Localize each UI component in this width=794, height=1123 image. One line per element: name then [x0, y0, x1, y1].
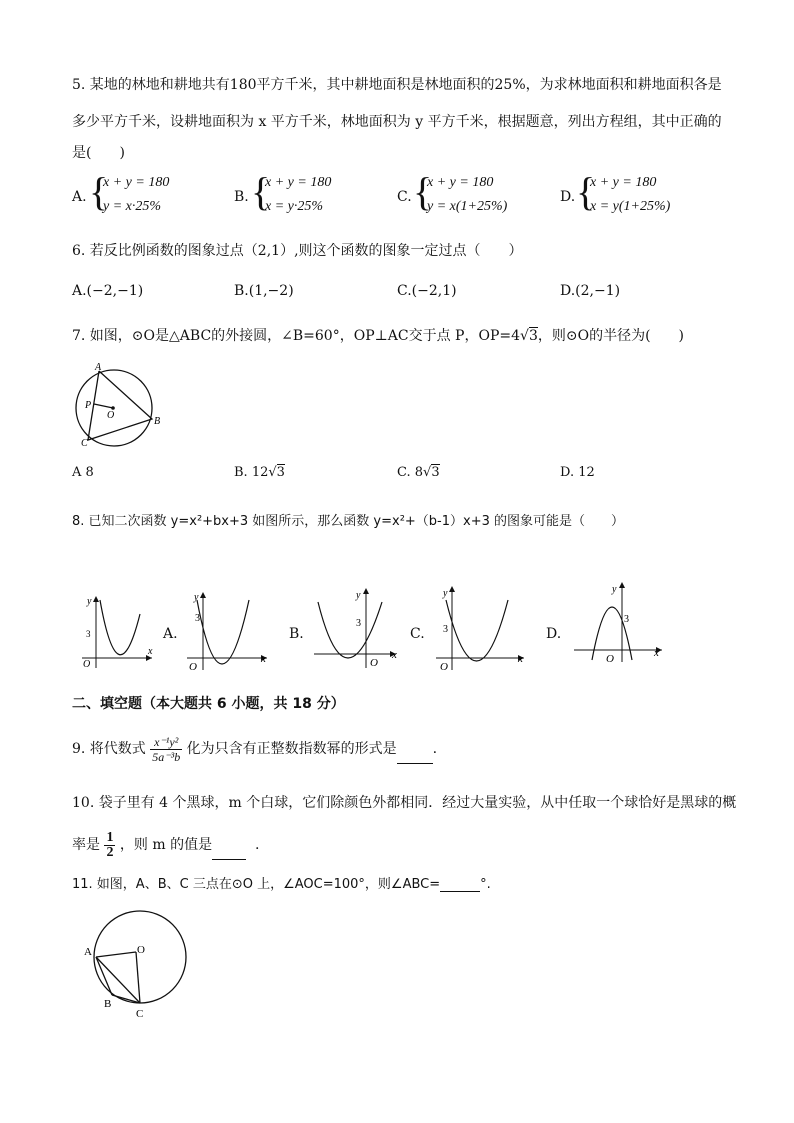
fraction-denominator: 2	[106, 844, 114, 860]
q10-line1: 10. 袋子里有 4 个黑球，m 个白球，它们除颜色外都相同．经过大量实验，从中任取一个球恰好是黑球的概	[72, 795, 737, 811]
option-label: B.	[234, 189, 249, 205]
label-b: B	[104, 998, 112, 1010]
q5-line3: 是( )	[72, 145, 125, 161]
label-c: C	[136, 1008, 144, 1020]
answer-blank[interactable]	[440, 877, 480, 892]
answer-blank[interactable]	[212, 845, 246, 860]
option-text: C. 8	[397, 465, 424, 480]
fraction-numerator: 1	[106, 829, 114, 845]
sqrt-icon: √	[268, 465, 277, 480]
label-b: B	[154, 416, 161, 427]
answer-blank[interactable]	[397, 749, 433, 764]
q8-option-c-graph[interactable]	[432, 582, 530, 676]
q9-fraction	[150, 735, 182, 764]
tick-3: 3	[443, 624, 448, 635]
axis-y: y	[194, 592, 199, 603]
equation-1: x + y = 180	[265, 175, 332, 190]
q6-option-b[interactable]: B.(1,−2)	[234, 283, 294, 299]
q6-text: 6. 若反比例函数的图象过点（2,1）,则这个函数的图象一定过点（ ）	[72, 243, 523, 259]
option-label: A.	[72, 189, 87, 205]
q8-option-d-graph[interactable]	[570, 578, 668, 670]
axis-y: y	[612, 584, 617, 595]
q8-option-a-label[interactable]: A.	[163, 626, 178, 642]
q7-option-a[interactable]	[72, 465, 94, 480]
option-label: D.	[560, 189, 576, 205]
q11-end: °.	[480, 877, 491, 892]
origin: O	[606, 653, 614, 665]
sqrt-radicand: 3	[276, 465, 285, 480]
label-a: A	[95, 362, 102, 373]
equation-2: x = y(1+25%)	[590, 199, 671, 214]
sqrt-icon: √	[520, 328, 529, 344]
origin: O	[189, 661, 197, 673]
sqrt-radicand: 3	[431, 465, 440, 480]
brace-icon: {	[251, 169, 271, 214]
option-text: B. 12	[234, 465, 269, 480]
q7-option-d[interactable]	[560, 465, 595, 480]
q6-option-a[interactable]: A.(−2,−1)	[72, 283, 144, 299]
q10-end: .	[255, 837, 260, 853]
axis-y: y	[356, 590, 361, 601]
q10-prefix: 率是	[72, 837, 100, 853]
q9-text	[72, 734, 437, 764]
q7-text-a: 7. 如图，⊙O是△ABC的外接圆，∠B=60°，OP⊥AC交于点 P，OP=4	[72, 328, 521, 344]
q8-option-a-graph[interactable]	[183, 588, 273, 676]
sqrt-icon: √	[423, 465, 432, 480]
axis-x: x	[261, 653, 266, 665]
q8-option-d-label[interactable]: D.	[546, 626, 562, 642]
q11-circle-figure	[78, 905, 190, 1020]
q7-option-b[interactable]	[234, 465, 285, 480]
fraction-numerator: x⁻¹y²	[150, 735, 182, 750]
q6-option-c[interactable]: C.(−2,1)	[397, 283, 457, 299]
equation-2: y = x·25%	[103, 199, 162, 214]
q10-fraction	[104, 831, 115, 860]
option-text: A 8	[72, 465, 94, 480]
q9-suffix: 化为只含有正整数指数幂的形式是	[186, 741, 397, 757]
label-a: A	[84, 946, 92, 958]
q5-line2: 多少平方千米，设耕地面积为 x 平方千米，林地面积为 y 平方千米，根据题意，列出方程组，其中正确的	[72, 114, 722, 130]
tick-3: 3	[86, 629, 91, 639]
q8-text: 8. 已知二次函数 y=x²+bx+3 如图所示，那么函数 y=x²+（b-1）x+3 的图象可能是（ ）	[72, 514, 625, 529]
q7-text	[72, 325, 684, 345]
q10-line2	[72, 830, 259, 860]
option-text: D. 12	[560, 465, 595, 480]
label-c: C	[81, 438, 88, 449]
q6-option-d[interactable]: D.(2,−1)	[560, 283, 621, 299]
label-o: O	[107, 410, 115, 421]
q5-line1: 5. 某地的林地和耕地共有180平方千米，其中耕地面积是林地面积的25%，为求林地面积和耕地面积各是	[72, 77, 722, 93]
q8-option-b-graph[interactable]	[310, 584, 402, 674]
label-p: P	[85, 400, 92, 411]
q9-end: .	[432, 741, 438, 757]
brace-icon: {	[576, 169, 596, 214]
tick-3: 3	[356, 618, 361, 629]
equation-1: x + y = 180	[103, 175, 170, 190]
q8-given-graph	[78, 592, 158, 672]
axis-x: x	[654, 647, 659, 659]
axis-x: x	[518, 653, 523, 665]
axis-x: x	[148, 646, 153, 657]
q11-text	[72, 873, 491, 892]
q11-prefix: 11. 如图，A、B、C 三点在⊙O 上，∠AOC=100°，则∠ABC=	[72, 877, 441, 892]
equation-2: y = x(1+25%)	[427, 199, 508, 214]
axis-y: y	[443, 588, 448, 599]
axis-x: x	[392, 649, 397, 661]
fraction-denominator: 5a⁻³b	[152, 749, 181, 764]
origin: O	[440, 661, 448, 673]
label-o: O	[137, 944, 145, 956]
axis-y: y	[87, 596, 92, 607]
tick-3: 3	[195, 613, 200, 624]
equation-1: x + y = 180	[590, 175, 657, 190]
origin: O	[83, 659, 91, 670]
q7-option-c[interactable]	[397, 465, 440, 480]
q7-circle-figure	[70, 358, 170, 453]
q8-option-c-label[interactable]: C.	[410, 626, 425, 642]
origin: O	[370, 657, 378, 669]
q8-option-b-label[interactable]: B.	[289, 626, 304, 642]
q9-prefix: 9. 将代数式	[72, 741, 146, 757]
equation-2: x = y·25%	[265, 199, 324, 214]
sqrt-radicand: 3	[528, 328, 538, 344]
q7-text-b: ，则⊙O的半径为( )	[537, 328, 684, 344]
q10-suffix: ，则 m 的值是	[119, 837, 213, 853]
equation-1: x + y = 180	[427, 175, 494, 190]
section-title: 二、填空题（本大题共 6 小题，共 18 分）	[72, 696, 345, 712]
brace-icon: {	[413, 169, 433, 214]
option-label: C.	[397, 189, 412, 205]
tick-3: 3	[624, 614, 629, 625]
brace-icon: {	[89, 169, 109, 214]
